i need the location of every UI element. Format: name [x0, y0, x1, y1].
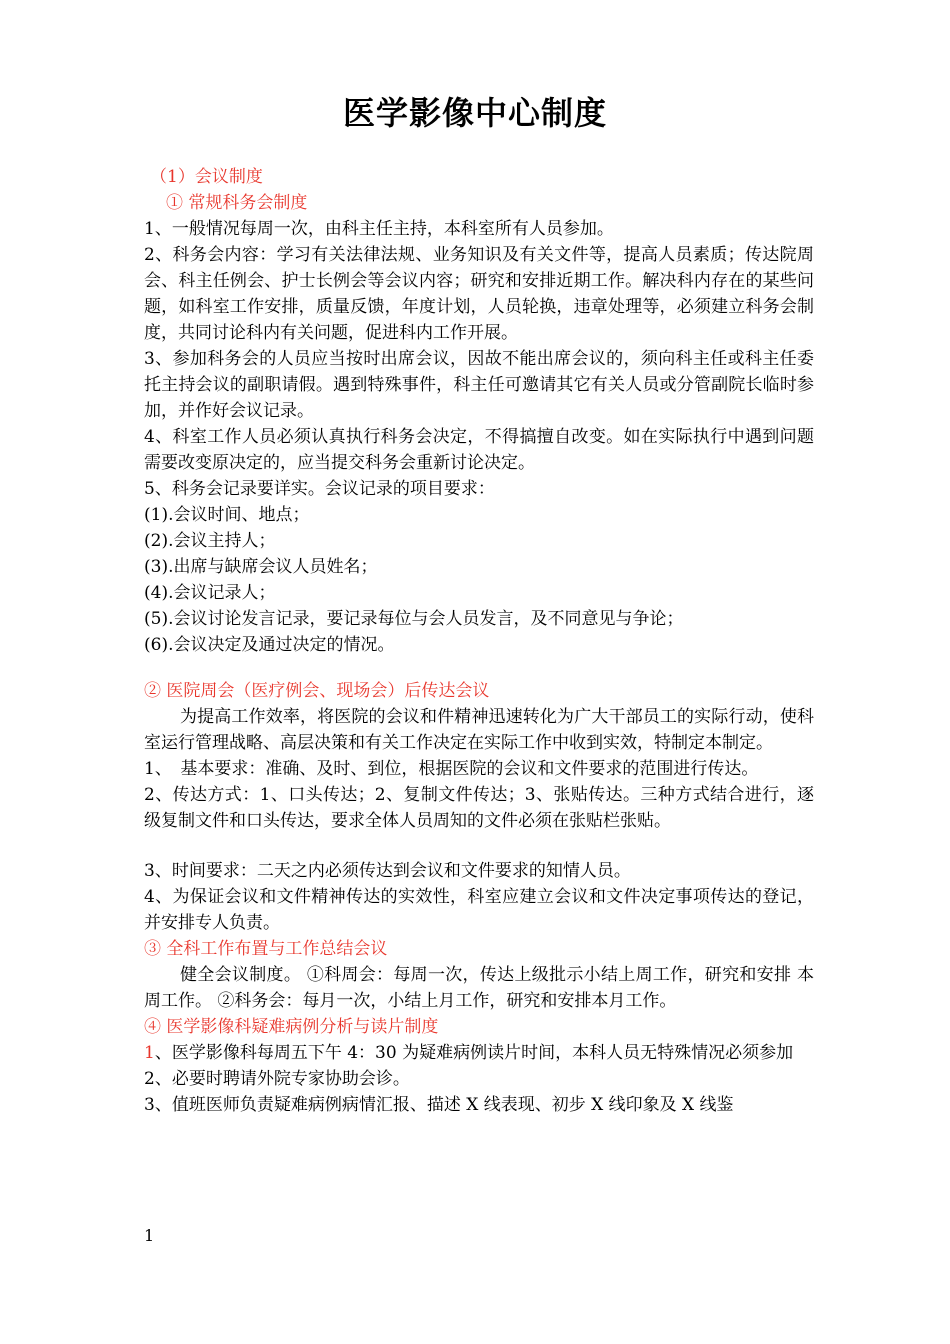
page-number: 1 [144, 1226, 155, 1245]
paragraph: 1、 基本要求：准确、及时、到位，根据医院的会议和文件要求的范围进行传达。 [144, 759, 759, 779]
paragraph: 3、值班医师负责疑难病例病情汇报、描述 X 线表现、初步 X 线印象及 X 线鉴 [144, 1095, 734, 1115]
spacer [144, 658, 814, 678]
paragraph: 为提高工作效率，将医院的会议和件精神迅速转化为广大干部员工的实际行动，使科室运行管理战略、高层决策和有关工作决定在实际工作中收到实效，特制定本制定。 [144, 707, 814, 753]
list-item: (3).出席与缺席会议人员姓名； [144, 557, 378, 577]
paragraph: 1、一般情况每周一次，由科主任主持，本科室所有人员参加。 [144, 219, 614, 239]
subheading-difficult-case-reading: ④ 医学影像科疑难病例分析与读片制度 [144, 1017, 439, 1037]
section-heading-meeting-system: （1）会议制度 [150, 167, 263, 187]
paragraph: 3、时间要求：二天之内必须传达到会议和文件要求的知情人员。 [144, 861, 631, 881]
paragraph-text: 、医学影像科每周五下午 4：30 为疑难病例读片时间，本科人员无特殊情况必须参加 [154, 1043, 794, 1063]
document-body [144, 164, 814, 1118]
paragraph: 2、必要时聘请外院专家协助会诊。 [144, 1069, 410, 1089]
list-item: (2).会议主持人； [144, 531, 276, 551]
list-item: (4).会议记录人； [144, 583, 276, 603]
paragraph: 4、为保证会议和文件精神传达的实效性，科室应建立会议和文件决定事项传达的登记，并安排专人负责。 [144, 887, 814, 933]
subheading-hospital-weekly-meeting: ② 医院周会（医疗例会、现场会）后传达会议 [144, 681, 490, 701]
paragraph [144, 1040, 814, 1066]
paragraph: 5、科务会记录要详实。会议记录的项目要求： [144, 479, 495, 499]
list-item: (1).会议时间、地点； [144, 505, 310, 525]
paragraph: 4、科室工作人员必须认真执行科务会决定，不得搞擅自改变。如在实际执行中遇到问题需要改变原决定的，应当提交科务会重新讨论决定。 [144, 427, 814, 473]
spacer [144, 834, 814, 858]
subheading-work-arrangement-meeting: ③ 全科工作布置与工作总结会议 [144, 939, 388, 959]
paragraph: 2、传达方式：1、口头传达；2、复制文件传达；3、张贴传达。三种方式结合进行，逐级复制文件和口头传达，要求全体人员周知的文件必须在张贴栏张贴。 [144, 785, 814, 831]
paragraph: 3、参加科务会的人员应当按时出席会议，因故不能出席会议的，须向科主任或科主任委托主持会议的副职请假。遇到特殊事件，科主任可邀请其它有关人员或分管副院长临时参加，并作好会议记录。 [144, 349, 814, 421]
document-title: 医学影像中心制度 [342, 94, 607, 132]
paragraph: 2、科务会内容：学习有关法律法规、业务知识及有关文件等，提高人员素质；传达院周会、科主任例会、护士长例会等会议内容；研究和安排近期工作。解决科内存在的某些问题，如科室工作安排，质量反馈，年度计划，人员轮换，违章处理等，必须建立科务会制度，共同讨论科内有关问题，促进科内工作开展。 [144, 245, 814, 343]
subheading-routine-meeting: ① 常规科务会制度 [166, 193, 308, 213]
item-number: 1 [144, 1043, 155, 1063]
paragraph: 健全会议制度。 ①科周会：每周一次，传达上级批示小结上周工作，研究和安排 本周工作。 ②科务会：每月一次，小结上月工作，研究和安排本月工作。 [144, 965, 814, 1011]
list-item: (5).会议讨论发言记录，要记录每位与会人员发言，及不同意见与争论； [144, 609, 684, 629]
list-item: (6).会议决定及通过决定的情况。 [144, 635, 395, 655]
